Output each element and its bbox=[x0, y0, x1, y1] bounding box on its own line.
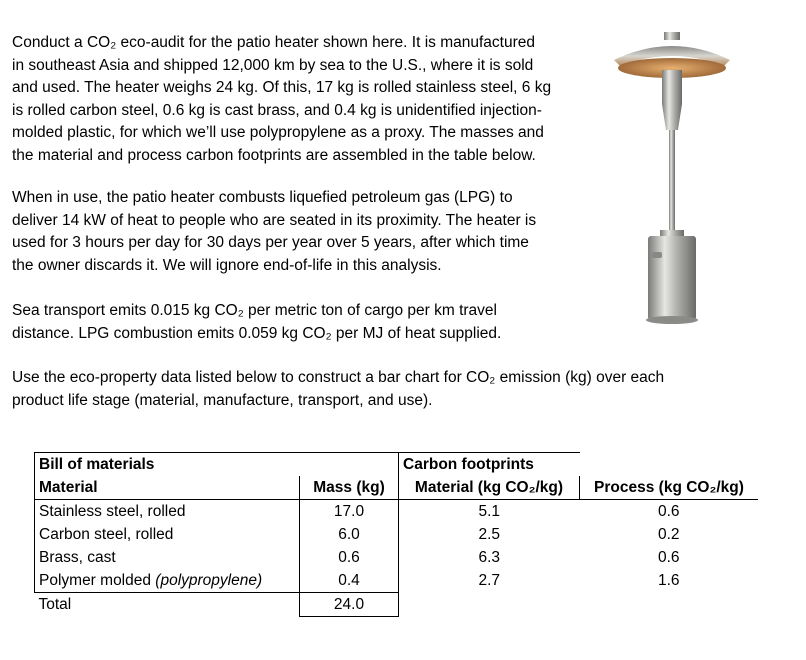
material-proxy-note: (polypropylene) bbox=[155, 571, 263, 589]
text-line: When in use, the patio heater combusts liquefied petroleum gas (LPG) to bbox=[12, 189, 513, 206]
cell-process-footprint: 1.6 bbox=[657, 571, 680, 589]
cell-material: Stainless steel, rolled bbox=[35, 500, 300, 524]
heater-emitter bbox=[662, 70, 682, 104]
total-label: Total bbox=[38, 595, 72, 613]
cell-material-footprint: 2.7 bbox=[478, 571, 501, 589]
cell-material: Carbon steel, rolled bbox=[35, 523, 300, 546]
cell-process-footprint: 0.6 bbox=[657, 502, 680, 520]
cell-process-footprint: 0.6 bbox=[657, 548, 680, 566]
text-line: the material and process carbon footprints are assembled in the table below. bbox=[12, 146, 536, 164]
total-mass: 24.0 bbox=[300, 593, 399, 617]
cell-mass: 6.0 bbox=[300, 523, 399, 546]
cell-mass: 0.6 bbox=[300, 546, 399, 569]
text-line: deliver 14 kW of heat to people who are seated in its proximity. The heater is bbox=[12, 211, 537, 229]
column-header-material-footprint: Material (kg CO₂/kg) bbox=[399, 476, 580, 500]
text-line: Conduct a CO₂ eco-audit for the patio heater shown here. It is manufactured bbox=[12, 34, 535, 51]
text-line: molded plastic, for which we’ll use polypropylene as a proxy. The masses and bbox=[12, 124, 544, 141]
column-header-mass: Mass (kg) bbox=[300, 476, 399, 500]
table-row bbox=[35, 546, 759, 569]
material-name: Polymer molded bbox=[39, 571, 156, 589]
text-line: product life stage (material, manufacture, transport, and use). bbox=[12, 391, 433, 409]
usage-paragraph bbox=[12, 187, 536, 277]
cell-material-footprint: 5.1 bbox=[478, 502, 501, 520]
cell-mass: 17.0 bbox=[300, 500, 399, 524]
table-row bbox=[35, 500, 759, 524]
heater-tank-housing bbox=[648, 236, 696, 320]
text-line: the owner discards it. We will ignore end-of-life in this analysis. bbox=[12, 256, 442, 274]
text-line: used for 3 hours per day for 30 days per year over 5 years, after which time bbox=[12, 234, 529, 251]
text-line: in southeast Asia and shipped 12,000 km by sea to the U.S., where it is sold bbox=[12, 56, 534, 74]
group-header-bill-of-materials: Bill of materials bbox=[35, 453, 300, 477]
cell-mass: 0.4 bbox=[300, 569, 399, 593]
cell-material: Brass, cast bbox=[35, 546, 300, 569]
bill-of-materials-table bbox=[34, 452, 758, 617]
cell-material-footprint: 6.3 bbox=[478, 548, 501, 566]
cell-process-footprint: 0.2 bbox=[657, 525, 680, 543]
text-line: is rolled carbon steel, 0.6 kg is cast brass, and 0.4 kg is unidentified injection- bbox=[12, 101, 542, 119]
task-paragraph bbox=[12, 367, 664, 412]
patio-heater-image bbox=[612, 30, 732, 330]
total-row bbox=[35, 593, 759, 617]
emission-factors-paragraph bbox=[12, 300, 501, 345]
cell-material-footprint: 2.5 bbox=[478, 525, 501, 543]
column-header-process-footprint: Process (kg CO₂/kg) bbox=[580, 476, 759, 500]
table-row bbox=[35, 523, 759, 546]
column-header-material: Material bbox=[35, 476, 300, 500]
heater-cap bbox=[664, 32, 680, 40]
table-row bbox=[35, 569, 759, 593]
intro-paragraph bbox=[12, 32, 551, 167]
cell-material bbox=[35, 569, 300, 593]
text-line: Use the eco-property data listed below to construct a bar chart for CO₂ emission (kg) over each bbox=[12, 369, 665, 386]
heater-pole bbox=[669, 130, 675, 230]
group-header-carbon-footprints: Carbon footprints bbox=[399, 453, 580, 477]
text-line: Sea transport emits 0.015 kg CO₂ per metric ton of cargo per km travel bbox=[12, 302, 497, 319]
text-line: distance. LPG combustion emits 0.059 kg CO₂ per MJ of heat supplied. bbox=[12, 324, 502, 342]
text-line: and used. The heater weighs 24 kg. Of this, 17 kg is rolled stainless steel, 6 kg bbox=[12, 79, 552, 96]
